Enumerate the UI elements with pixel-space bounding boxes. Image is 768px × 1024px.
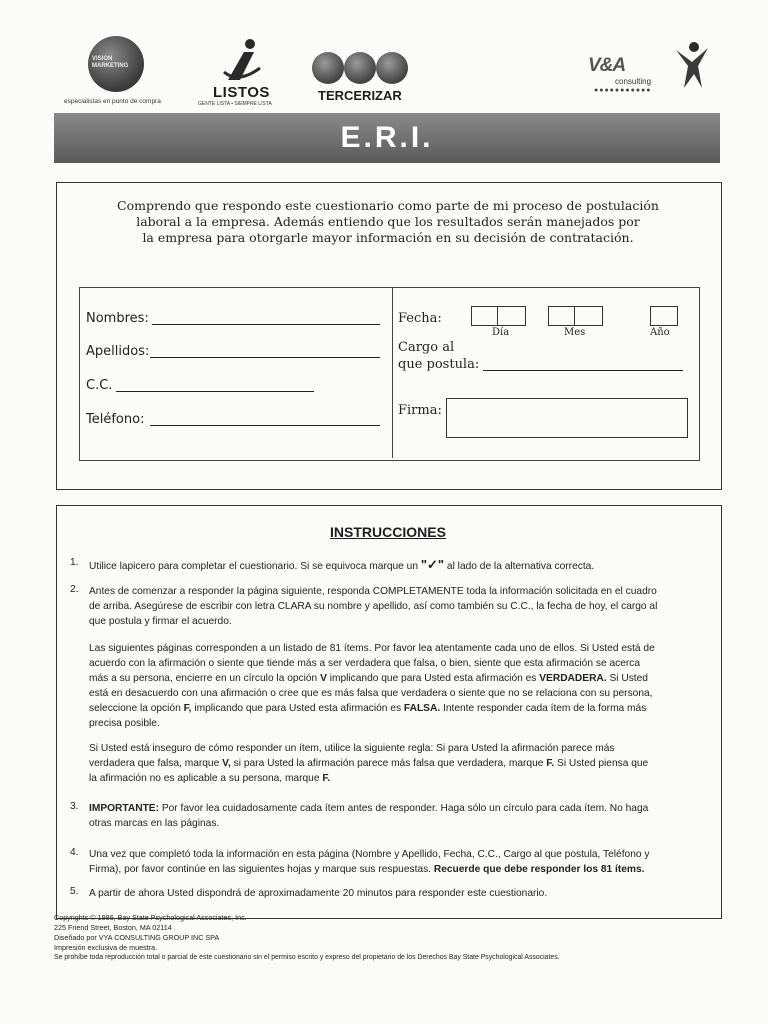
anio-input[interactable]	[650, 306, 678, 326]
dia-input[interactable]	[471, 306, 526, 326]
instruction-number-4: 4.	[70, 847, 79, 858]
paragraph-1-line-4: está en desacuerdo con una afirmación o cree que es más falsa que verdadera o siente que no se relaciona con su persona,	[89, 688, 653, 699]
fecha-label: Fecha:	[398, 311, 442, 326]
instruction-number-5: 5.	[70, 886, 79, 897]
instruction-2-line-3: que postula y firmar el acuerdo.	[89, 616, 232, 627]
consent-line-3: la empresa para otorgarle mayor información en su decisión de contratación.	[142, 230, 634, 245]
anio-label: Año	[650, 327, 670, 338]
paragraph-1-line-6: precisa posible.	[89, 718, 160, 729]
listos-logo-icon	[220, 38, 264, 84]
footer-line-1: Copyrights © 1986, Bay State Psychological Associates, Inc.	[54, 913, 247, 922]
cargo-field[interactable]	[483, 370, 683, 371]
consent-line-2: laboral a la empresa. Además entiendo que los resultados serán manejados por	[136, 214, 640, 229]
vision-marketing-tagline: especialistas en punto de compra	[64, 98, 161, 105]
vya-figure-icon	[672, 40, 718, 90]
cargo-label-line-2: que postula:	[398, 357, 480, 372]
dia-label: Día	[492, 327, 510, 338]
nombres-label: Nombres:	[86, 311, 149, 326]
instruction-4-reminder: Recuerde que debe responder los 81 ítems.	[433, 864, 645, 875]
paragraph-2-line-1: Si Usted está inseguro de cómo responder un ítem, utilice la siguiente regla: Si para Usted la afirmación parece más	[89, 743, 615, 754]
telefono-label: Teléfono:	[86, 412, 145, 427]
tercerizar-logo-icon	[312, 52, 412, 88]
instruction-1	[89, 557, 719, 574]
instruction-number-3: 3.	[70, 801, 79, 812]
listos-tagline: GENTE LISTA • SIEMPRE LISTA	[198, 101, 272, 107]
cargo-label-line-1: Cargo al	[398, 340, 455, 355]
instruction-2	[89, 584, 719, 629]
paragraph-2-line-3: la afirmación no es aplicable a su persona, marque F.	[89, 773, 331, 784]
footer-line-4: Impresión exclusiva de muestra.	[54, 943, 158, 952]
instruction-1-text-b: al lado de la alternativa correcta.	[446, 561, 595, 572]
instruction-2-line-1: Antes de comenzar a responder la página siguiente, responda COMPLETAMENTE toda la información solicitada en el cuadro	[89, 586, 657, 597]
telefono-field[interactable]	[150, 425, 380, 426]
vya-logo-subtext: consulting	[615, 77, 652, 86]
instruction-4-line-2: Firma), por favor continúe en las siguientes hojas y marque sus respuestas.	[89, 864, 432, 875]
paragraph-1-line-3: más a su persona, encierre en un círculo la opción V implicando que para Usted esta afirmación es VERDADERA. Si Usted	[89, 673, 648, 684]
paragraph-2-line-2: verdadera que falsa, marque V, si para Usted la afirmación parece más falsa que verdadera, marque F. Si Usted piensa que	[89, 758, 649, 769]
nombres-field[interactable]	[152, 324, 380, 325]
instruction-3-line-2: otras marcas en las páginas.	[89, 818, 220, 829]
instruction-number-2: 2.	[70, 584, 79, 595]
instruction-3-line-1: Por favor lea cuidadosamente cada ítem antes de responder. Haga sólo un círculo para cada ítem. No haga	[161, 803, 649, 814]
instruction-4	[89, 847, 719, 877]
mes-label: Mes	[564, 327, 586, 338]
consent-line-1: Comprendo que respondo este cuestionario como parte de mi proceso de postulación	[117, 198, 659, 213]
vya-logo-text: V&A	[588, 55, 626, 76]
instruction-5: A partir de ahora Usted dispondrá de aproximadamente 20 minutos para responder este cuestionario.	[89, 888, 548, 899]
firma-label: Firma:	[398, 403, 442, 418]
instruction-number-1: 1.	[70, 557, 79, 568]
mes-input[interactable]	[548, 306, 603, 326]
footer-line-3: Diseñado por VYA CONSULTING GROUP INC SPA	[54, 933, 220, 942]
apellidos-field[interactable]	[150, 357, 380, 358]
instruction-1-text-a: Utilice lapicero para completar el cuestionario. Si se equivoca marque un	[89, 561, 418, 572]
firma-field[interactable]	[446, 398, 688, 438]
instruction-4-line-1: Una vez que completó toda la información en esta página (Nombre y Apellido, Fecha, C.C., Cargo al que postula, Teléfono y	[89, 849, 650, 860]
form-divider	[392, 288, 393, 458]
instructions-title: INSTRUCCIONES	[330, 524, 446, 540]
document-title: E.R.I.	[340, 121, 434, 154]
paragraph-1-line-5: seleccione la opción F, implicando que para Usted esta afirmación es FALSA. Intente responder cada ítem de la forma más	[89, 703, 647, 714]
tercerizar-logo-text: TERCERIZAR	[318, 88, 402, 103]
paragraph-1-line-1: Las siguientes páginas corresponden a un listado de 81 ítems. Por favor lea atentamente cada uno de ellos. Si Usted está de	[89, 643, 655, 654]
important-label: IMPORTANTE:	[89, 803, 159, 814]
title-banner	[54, 113, 720, 163]
check-mark-icon: "✓"	[420, 557, 445, 572]
vision-marketing-logo-text: VISION MARKETING	[92, 56, 129, 69]
instruction-paragraph-1	[89, 641, 719, 731]
apellidos-label: Apellidos:	[86, 344, 150, 359]
consent-text	[86, 198, 690, 246]
listos-logo-text: LISTOS	[213, 84, 270, 101]
instruction-paragraph-2	[89, 741, 719, 786]
footer-line-5: Se prohíbe toda reproducción total o parcial de este cuestionario sin el permiso escrito y expreso del propietario de los Derechos Bay State Psychological Associates.	[54, 954, 560, 961]
vya-logo-dots: ●●●●●●●●●●●	[594, 87, 652, 94]
cc-label: C.C.	[86, 378, 113, 393]
footer-line-2: 225 Friend Street, Boston, MA 02114	[54, 923, 172, 932]
instruction-3	[89, 801, 719, 831]
dia-split	[497, 307, 498, 325]
paragraph-1-line-2: acuerdo con la afirmación o siente que tiende más a ser verdadera que falsa, o bien, siente que esta afirmación se acerca	[89, 658, 641, 669]
instruction-2-line-2: de arriba. Asegúrese de escribir con letra CLARA su nombre y apellido, así como también su C.C., la fecha de hoy, el cargo al	[89, 601, 658, 612]
mes-split	[574, 307, 575, 325]
copyright-footer	[54, 913, 754, 963]
cc-field[interactable]	[116, 391, 314, 392]
